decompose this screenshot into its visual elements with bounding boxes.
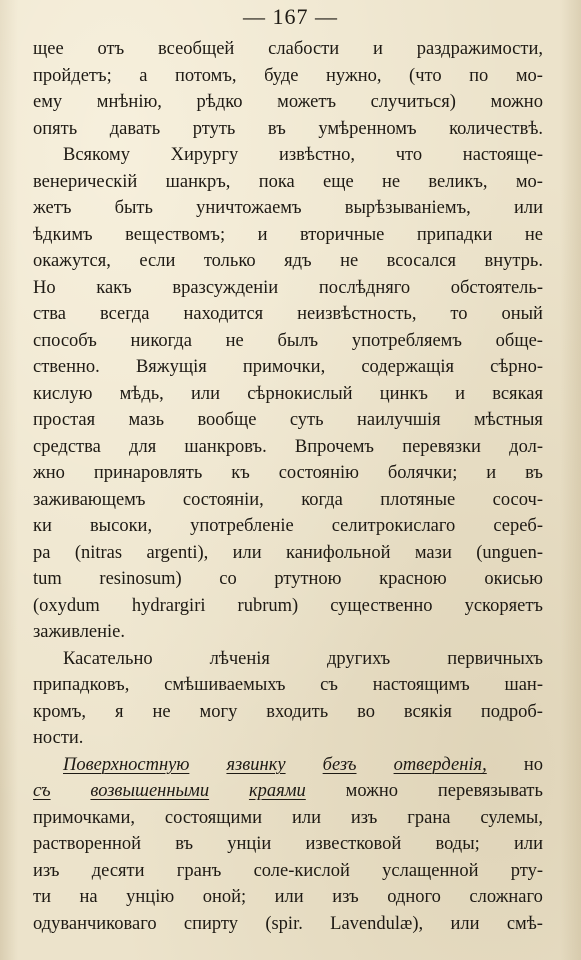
- word: перевязки: [402, 436, 481, 457]
- word: растворенной: [33, 834, 142, 854]
- word: отверденія,: [393, 754, 487, 775]
- text-line: [33, 487, 543, 514]
- word: внутрь.: [484, 251, 543, 271]
- word: буде: [264, 65, 299, 86]
- word: или: [291, 807, 321, 828]
- word: заживленіе.: [33, 622, 126, 642]
- word: одного: [387, 887, 441, 907]
- word: былъ: [277, 330, 319, 351]
- word: не: [382, 171, 401, 192]
- word: унцію: [126, 887, 175, 907]
- word: изъ: [33, 860, 60, 881]
- word: входить: [266, 701, 329, 722]
- text-line: [33, 884, 543, 911]
- word: съ: [320, 675, 338, 695]
- word: суть: [289, 410, 324, 430]
- word: въ: [267, 118, 286, 139]
- word: шанкровъ.: [184, 436, 267, 457]
- word: воды;: [435, 834, 480, 854]
- word: вырѣзываніемъ,: [344, 198, 471, 218]
- text-line: [33, 699, 543, 726]
- word: rubrum): [237, 595, 299, 616]
- word: (spir.: [265, 913, 303, 934]
- word: гранъ: [176, 860, 222, 881]
- word: tum: [33, 569, 62, 589]
- word: вторичные: [300, 224, 385, 245]
- word: заживающемъ: [33, 489, 146, 510]
- page-number: — 167 —: [243, 4, 338, 29]
- word: можетъ: [277, 92, 337, 112]
- word: ра: [33, 542, 51, 563]
- word: или: [190, 383, 221, 404]
- text-line: [33, 248, 543, 275]
- word: всосался: [386, 251, 456, 271]
- word: мо-: [515, 65, 543, 86]
- word: hydrargiri: [131, 595, 206, 616]
- text-line: [33, 195, 543, 222]
- word: обстоятель-: [450, 277, 543, 298]
- word: не: [225, 330, 244, 351]
- word: (nitras: [74, 542, 123, 563]
- word: ности.: [33, 728, 84, 748]
- word: пока: [258, 171, 295, 192]
- text-line: [33, 301, 543, 328]
- word: опять: [33, 118, 78, 139]
- word: краями: [248, 781, 306, 801]
- word: а: [139, 65, 148, 86]
- word: шанкръ,: [165, 171, 231, 192]
- word: дол-: [509, 436, 543, 457]
- word: Всякому: [63, 145, 130, 165]
- text-line: [33, 169, 543, 196]
- word: давать: [109, 118, 161, 139]
- text-line: [33, 63, 543, 90]
- word: но: [523, 754, 543, 775]
- word: Впрочемъ: [294, 436, 374, 457]
- word: состоящими: [164, 807, 263, 828]
- word: ственно.: [33, 357, 100, 377]
- word: сѣрнокислый: [247, 383, 353, 404]
- word: или: [513, 834, 543, 854]
- text-line: [33, 752, 543, 779]
- word: существенно: [330, 595, 433, 616]
- word: известковой: [305, 834, 402, 854]
- word: потомъ,: [175, 65, 237, 86]
- word: количествѣ.: [449, 118, 543, 139]
- word: еще: [323, 171, 354, 192]
- word: мнѣнію,: [96, 92, 162, 112]
- word: настоящимъ: [372, 675, 470, 695]
- text-line: [33, 354, 543, 381]
- text-line: [33, 911, 543, 938]
- word: ядъ: [284, 251, 312, 271]
- word: наилучшія: [356, 410, 441, 430]
- word: смѣ-: [506, 913, 543, 934]
- word: или: [513, 198, 543, 218]
- word: изъ: [332, 887, 359, 907]
- word: мѣстныя: [474, 410, 543, 430]
- word: быть: [114, 198, 153, 218]
- word: извѣстно,: [278, 145, 356, 165]
- word: находится: [183, 304, 264, 324]
- text-line: [33, 142, 543, 169]
- word: resinosum): [99, 569, 182, 589]
- word: послѣдняго: [318, 277, 411, 298]
- word: для: [129, 436, 157, 457]
- word: настояще-: [462, 145, 543, 165]
- word: или: [450, 913, 480, 934]
- word: всеобщей: [158, 39, 235, 59]
- word: веществомъ;: [125, 224, 226, 245]
- word: плотяные: [380, 489, 456, 510]
- word: и: [455, 383, 466, 404]
- text-line: [33, 858, 543, 885]
- word: болячки;: [387, 463, 458, 483]
- word: и: [257, 224, 268, 245]
- word: случиться): [370, 92, 456, 112]
- text-line: [33, 513, 543, 540]
- word: шан-: [504, 675, 543, 695]
- word: жетъ: [33, 198, 72, 218]
- word: можно: [345, 781, 399, 801]
- word: никогда: [130, 330, 192, 351]
- word: съ: [33, 781, 51, 801]
- word: состоянію: [278, 463, 359, 483]
- text-line: [33, 725, 543, 752]
- word: мазь: [128, 410, 165, 430]
- word: или: [274, 887, 304, 907]
- word: подроб-: [480, 701, 543, 722]
- word: оной;: [202, 887, 247, 907]
- word: припадковъ,: [33, 675, 130, 695]
- word: способъ: [33, 330, 97, 351]
- word: ства: [33, 304, 66, 324]
- word: обще-: [495, 330, 543, 351]
- word: ки: [33, 516, 52, 536]
- word: венерическій: [33, 171, 138, 192]
- word: со: [219, 569, 237, 589]
- word: Но: [33, 277, 56, 298]
- word: употребленіе: [190, 516, 294, 536]
- word: принаровлять: [93, 463, 203, 483]
- word: во: [357, 701, 375, 722]
- word: умѣренномъ: [318, 118, 417, 139]
- word: окисью: [484, 569, 543, 589]
- word: цинкъ: [379, 383, 428, 404]
- word: только: [203, 251, 256, 271]
- word: нужно,: [326, 65, 382, 86]
- word: Вяжущія: [135, 357, 207, 377]
- word: рѣдко: [196, 92, 243, 112]
- word: изъ: [350, 807, 378, 828]
- word: пройдетъ;: [33, 65, 112, 86]
- text-line: [33, 566, 543, 593]
- text-line: [33, 593, 543, 620]
- word: лѣченія: [209, 648, 270, 669]
- word: всякая: [492, 383, 543, 404]
- word: вообще: [197, 410, 257, 430]
- word: ртутною: [274, 569, 342, 589]
- word: сложнаго: [469, 887, 543, 907]
- text-line: [33, 646, 543, 673]
- text-line: [33, 222, 543, 249]
- word: селитрокислаго: [331, 516, 456, 536]
- word: не: [524, 224, 543, 245]
- word: ртуть: [192, 118, 236, 139]
- word: одуванчиковаго: [33, 913, 157, 934]
- word: жно: [33, 463, 65, 483]
- word: и: [373, 39, 383, 59]
- word: десяти: [91, 860, 145, 881]
- text-line: [33, 434, 543, 461]
- word: мо-: [515, 171, 543, 192]
- text-line: [33, 89, 543, 116]
- word: сѣрно-: [490, 357, 543, 377]
- word: ѣдкимъ: [33, 224, 93, 245]
- word: примочками,: [33, 807, 135, 828]
- word: что: [395, 145, 423, 165]
- word: кислую: [33, 383, 93, 404]
- word: состояніи,: [182, 489, 264, 510]
- word: отъ: [97, 39, 125, 59]
- word: въ: [175, 834, 194, 854]
- text-line: [33, 831, 543, 858]
- word: другихъ: [326, 648, 391, 669]
- word: канифольной: [286, 542, 391, 563]
- word: окажутся,: [33, 251, 111, 271]
- text-line: [33, 672, 543, 699]
- word: высоки,: [89, 516, 153, 536]
- word: щее: [33, 39, 64, 59]
- word: на: [79, 887, 98, 907]
- text-line: [33, 36, 543, 63]
- word: оный: [501, 304, 543, 324]
- word: вразсужденіи: [172, 277, 279, 298]
- word: возвышенными: [90, 781, 210, 801]
- text-line: [33, 460, 543, 487]
- word: Поверхностную: [63, 754, 190, 775]
- word: великъ,: [428, 171, 488, 192]
- word: argenti),: [146, 542, 209, 563]
- word: рту-: [510, 860, 543, 881]
- word: сереб-: [493, 516, 543, 536]
- word: мѣдь,: [119, 383, 164, 404]
- word: въ: [525, 463, 543, 483]
- word: всегда: [99, 304, 150, 324]
- word: какъ: [96, 277, 132, 298]
- word: по: [469, 65, 489, 86]
- word: если: [139, 251, 176, 271]
- word: безъ: [322, 754, 357, 775]
- word: Касательно: [63, 648, 153, 669]
- word: язвинку: [226, 754, 286, 775]
- word: я: [115, 701, 124, 722]
- word: могу: [199, 701, 238, 722]
- word: къ: [231, 463, 250, 483]
- word: средства: [33, 436, 101, 457]
- body-text: [33, 36, 543, 937]
- text-line: [33, 407, 543, 434]
- word: унціи: [227, 834, 272, 854]
- text-line: [33, 778, 543, 805]
- word: уничтожаемъ: [196, 198, 302, 218]
- word: Lavendulæ),: [330, 913, 424, 934]
- word: грана: [407, 807, 451, 828]
- word: услащенной: [382, 860, 479, 881]
- word: перевязывать: [437, 781, 543, 801]
- word: припадки: [416, 224, 493, 245]
- text-line: [33, 619, 543, 646]
- word: не: [152, 701, 171, 722]
- word: ему: [33, 92, 63, 112]
- word: Хирургу: [170, 145, 239, 165]
- word: (unguen-: [476, 542, 543, 563]
- word: (что: [409, 65, 442, 86]
- word: спирту: [183, 913, 238, 934]
- word: слабости: [268, 39, 340, 59]
- word: неизвѣстность,: [297, 304, 417, 324]
- word: простая: [33, 410, 96, 430]
- word: можно: [490, 92, 543, 112]
- word: не: [340, 251, 359, 271]
- text-line: [33, 328, 543, 355]
- text-line: [33, 275, 543, 302]
- word: то: [450, 304, 468, 324]
- word: (oxydum: [33, 595, 100, 616]
- word: первичныхъ: [447, 648, 543, 669]
- word: красною: [379, 569, 447, 589]
- word: ти: [33, 887, 51, 907]
- word: ускоряетъ: [464, 595, 543, 616]
- word: кромъ,: [33, 701, 87, 722]
- word: когда: [301, 489, 343, 510]
- word: или: [232, 542, 262, 563]
- word: употребляемъ: [351, 330, 462, 351]
- word: примочки,: [242, 357, 326, 377]
- word: и: [486, 463, 497, 483]
- text-line: [33, 116, 543, 143]
- word: сулемы,: [480, 807, 543, 828]
- word: смѣшиваемыхъ: [164, 675, 286, 695]
- text-line: [33, 805, 543, 832]
- word: всякія: [403, 701, 452, 722]
- word: раздражимости,: [416, 39, 543, 59]
- word: соле-кислой: [253, 860, 350, 881]
- text-line: [33, 540, 543, 567]
- text-line: [33, 381, 543, 408]
- word: содержащія: [361, 357, 455, 377]
- word: сосоч-: [492, 489, 543, 510]
- word: мази: [414, 542, 452, 563]
